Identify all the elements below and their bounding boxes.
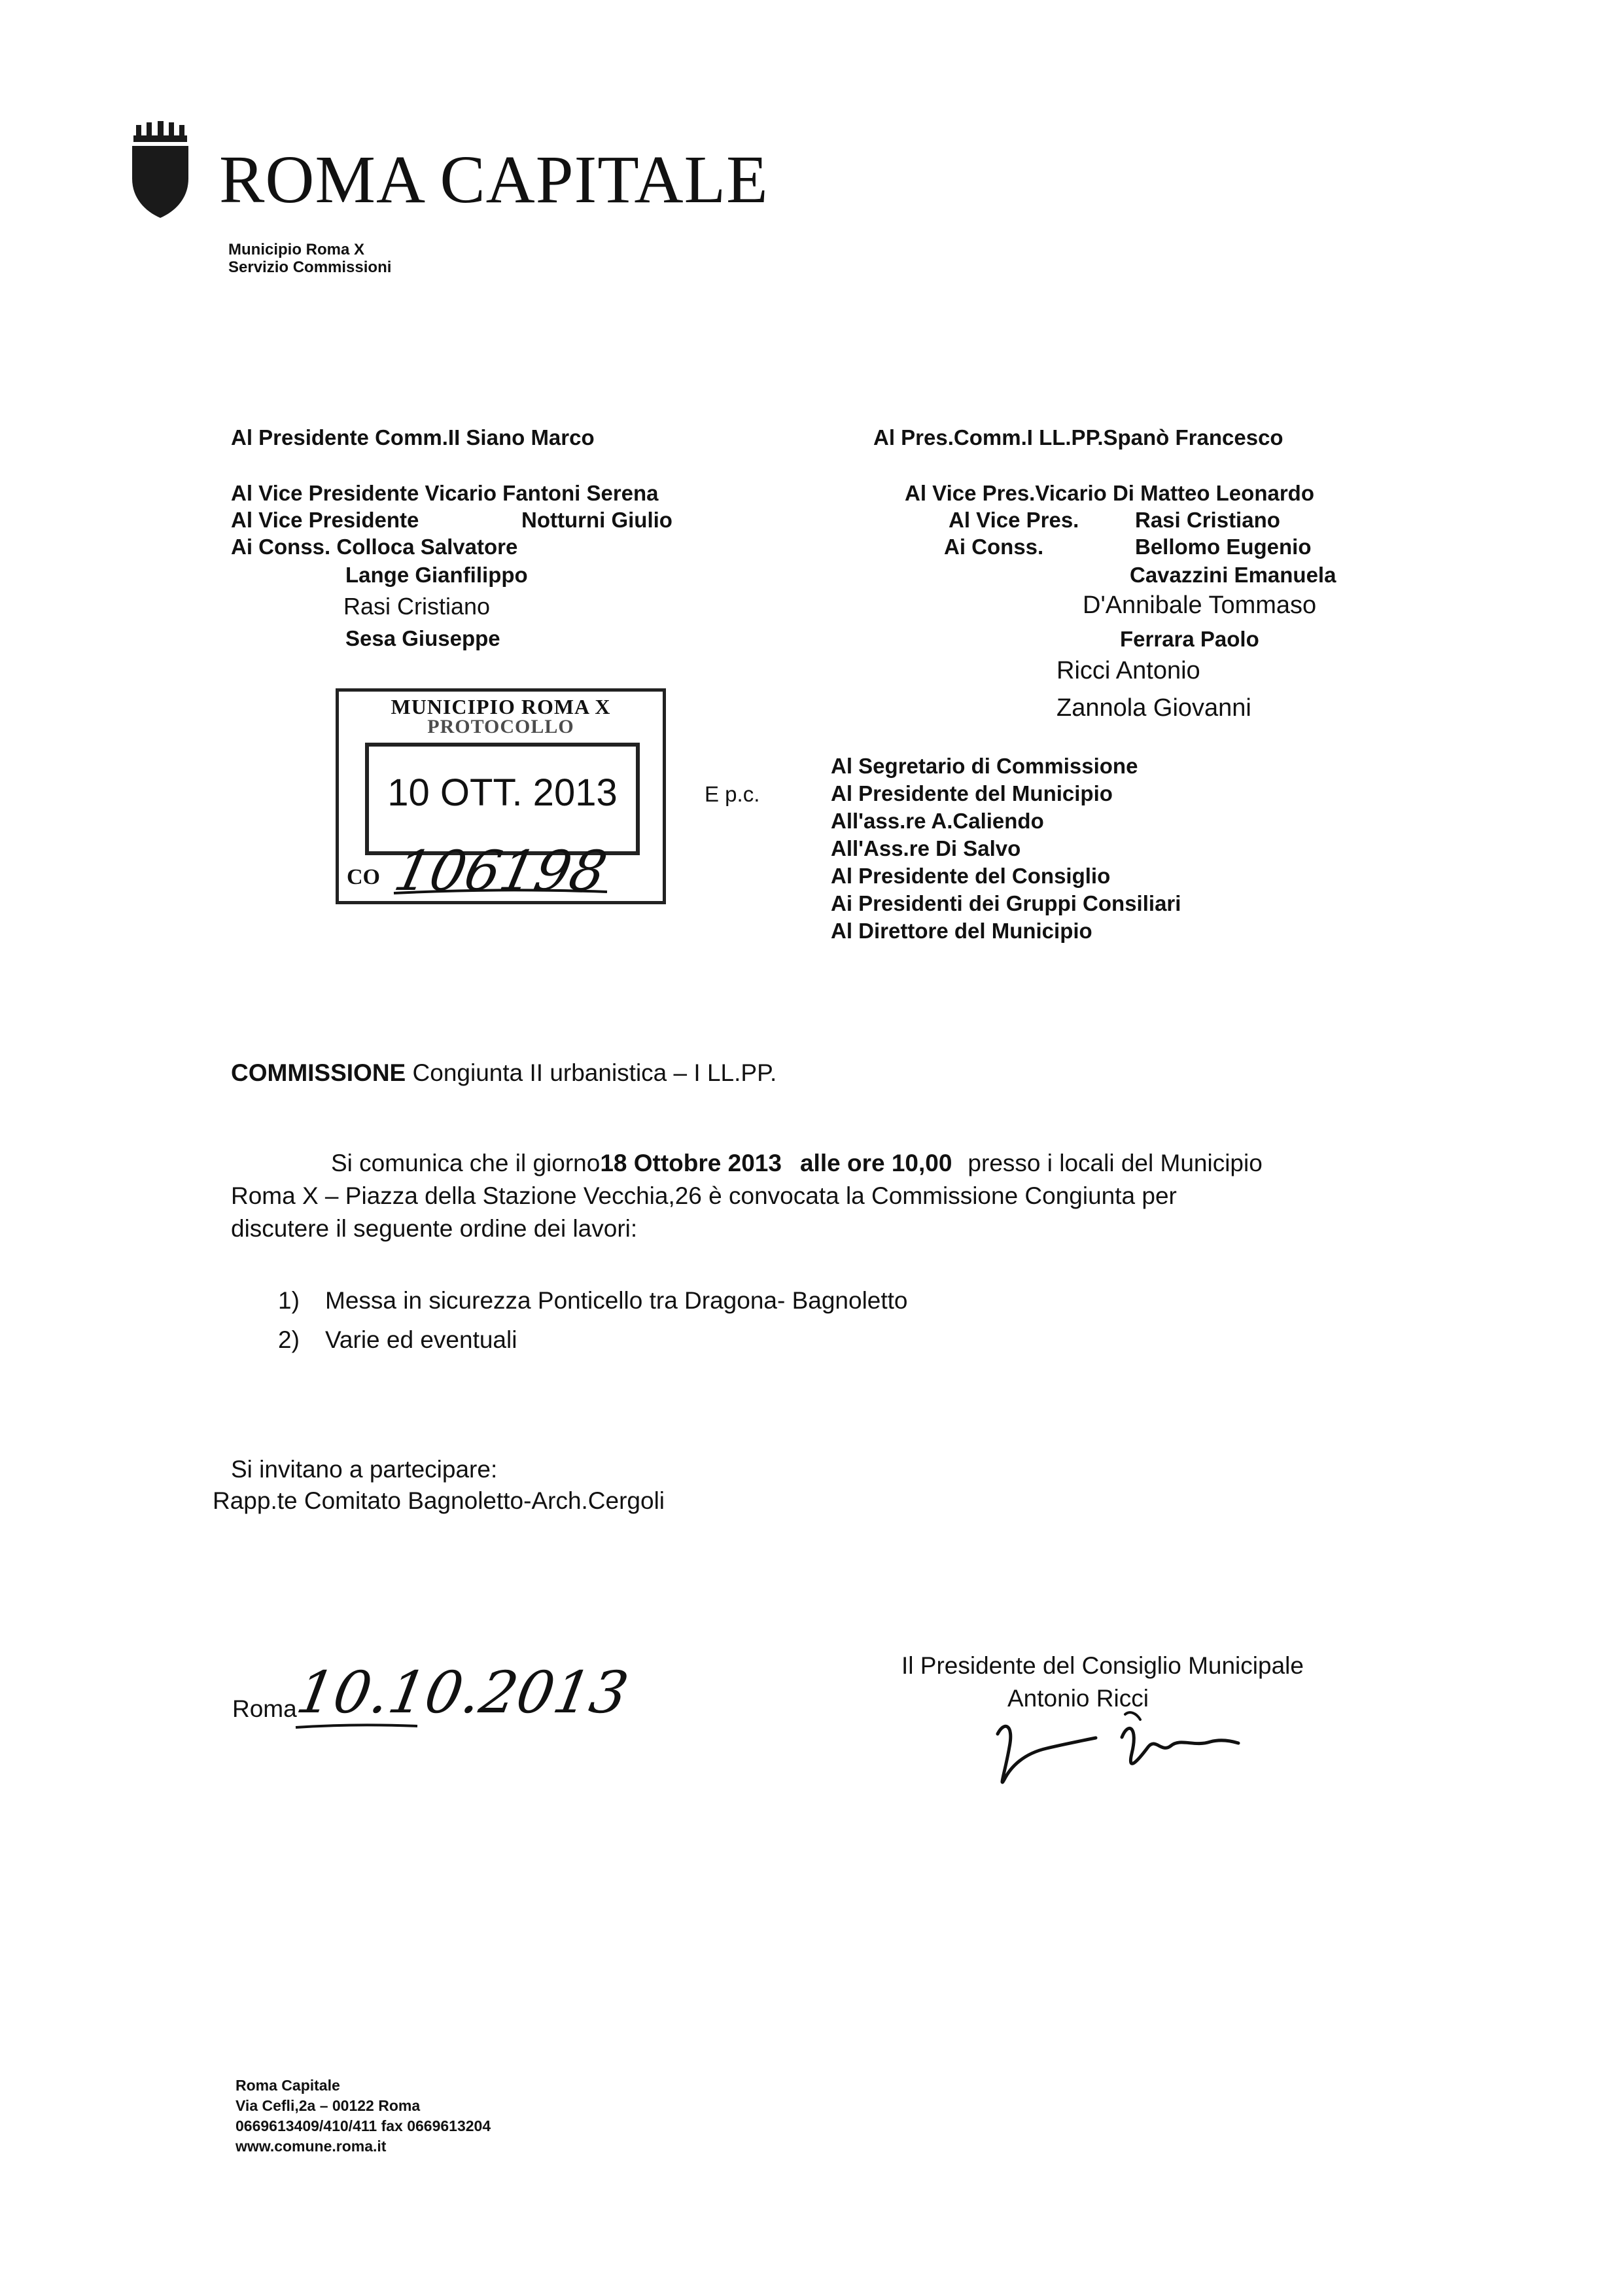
recipient-line: Al Pres.Comm.I LL.PP.Spanò Francesco	[873, 425, 1283, 450]
recipient-line: Al Vice Pres.	[949, 508, 1079, 532]
agenda-item: Varie ed eventuali	[325, 1326, 517, 1353]
footer-line: Via Cefli,2a – 00122 Roma	[236, 2097, 421, 2114]
agenda-item-number: 2)	[278, 1326, 300, 1353]
recipient-line: Al Presidente Comm.II Siano Marco	[231, 425, 595, 450]
recipient-line: Al Vice Presidente	[231, 508, 419, 532]
recipient-line: Al Vice Presidente Vicario Fantoni Serena	[231, 481, 659, 505]
cc-line: All'ass.re A.Caliendo	[831, 809, 1044, 833]
footer-website: www.comune.roma.it	[236, 2138, 387, 2155]
recipient-line: Ai Conss. Colloca Salvatore	[231, 535, 518, 559]
agenda-item: Messa in sicurezza Ponticello tra Dragona- Bagnoletto	[325, 1287, 908, 1314]
signatory-name: Antonio Ricci	[1007, 1685, 1149, 1712]
handwritten-date: 10.10.2013	[291, 1659, 633, 1726]
body-text: presso i locali del Municipio	[968, 1150, 1263, 1176]
subject-line	[231, 1056, 777, 1090]
meeting-time: alle ore 10,00	[799, 1150, 952, 1176]
recipient-line: Sesa Giuseppe	[345, 626, 500, 650]
agenda-item-number: 1)	[278, 1287, 300, 1314]
invite-line: Rapp.te Comitato Bagnoletto-Arch.Cergoli	[213, 1487, 665, 1514]
cc-line: Ai Presidenti dei Gruppi Consiliari	[831, 891, 1181, 915]
subject-rest: Congiunta II urbanistica – I LL.PP.	[406, 1059, 777, 1086]
roma-capitale-shield-icon	[124, 121, 196, 219]
body-text: Si comunica che il giorno	[331, 1150, 601, 1176]
cc-line: Al Presidente del Consiglio	[831, 864, 1111, 888]
recipient-line: Bellomo Eugenio	[1135, 535, 1312, 559]
recipient-line: Rasi Cristiano	[343, 593, 491, 620]
cc-line: Al Direttore del Municipio	[831, 919, 1092, 943]
recipient-line: Lange Gianfilippo	[345, 563, 528, 587]
cc-line: Al Segretario di Commissione	[831, 754, 1138, 778]
stamp-office: MUNICIPIO ROMA X	[391, 695, 611, 718]
recipient-line: Cavazzini Emanuela	[1130, 563, 1336, 587]
stamp-co-label: CO	[347, 865, 380, 889]
stamp-date: 10 OTT. 2013	[387, 771, 618, 814]
footer-line: Roma Capitale	[236, 2077, 340, 2094]
recipient-line: Zannola Giovanni	[1056, 694, 1251, 722]
invite-label: Si invitano a partecipare:	[231, 1456, 498, 1483]
organization-title: ROMA CAPITALE	[219, 142, 769, 217]
recipient-line: D'Annibale Tommaso	[1083, 592, 1317, 619]
footer-line: 0669613409/410/411 fax 0669613204	[236, 2117, 491, 2134]
recipient-line: Al Vice Pres.Vicario Di Matteo Leonardo	[905, 481, 1314, 505]
recipient-line: Rasi Cristiano	[1135, 508, 1280, 532]
place-label: Roma	[232, 1695, 297, 1722]
stamp-protocol-number: 106198	[389, 839, 613, 903]
body-line-3: discutere il seguente ordine dei lavori:	[231, 1215, 638, 1242]
recipient-line: Ai Conss.	[944, 535, 1044, 559]
body-line-2: Roma X – Piazza della Stazione Vecchia,26 è convocata la Commissione Congiunta per	[231, 1182, 1177, 1209]
stamp-underline	[393, 887, 608, 897]
cc-line: All'Ass.re Di Salvo	[831, 836, 1021, 860]
stamp-label: PROTOCOLLO	[427, 716, 574, 737]
recipient-line: Notturni Giulio	[521, 508, 672, 532]
subject-bold: COMMISSIONE	[231, 1059, 406, 1086]
date-underline	[294, 1722, 419, 1731]
signatory-role: Il Presidente del Consiglio Municipale	[901, 1652, 1304, 1679]
signature-scribble-icon	[985, 1708, 1246, 1793]
recipient-line: Ricci Antonio	[1056, 657, 1200, 684]
meeting-date: 18 Ottobre 2013	[600, 1150, 782, 1176]
body-line-1	[231, 1146, 1363, 1180]
department-line: Municipio Roma X	[228, 241, 365, 258]
recipient-line: Ferrara Paolo	[1120, 627, 1259, 651]
cc-label: E p.c.	[705, 782, 760, 806]
office-line: Servizio Commissioni	[228, 258, 392, 276]
cc-line: Al Presidente del Municipio	[831, 781, 1113, 805]
